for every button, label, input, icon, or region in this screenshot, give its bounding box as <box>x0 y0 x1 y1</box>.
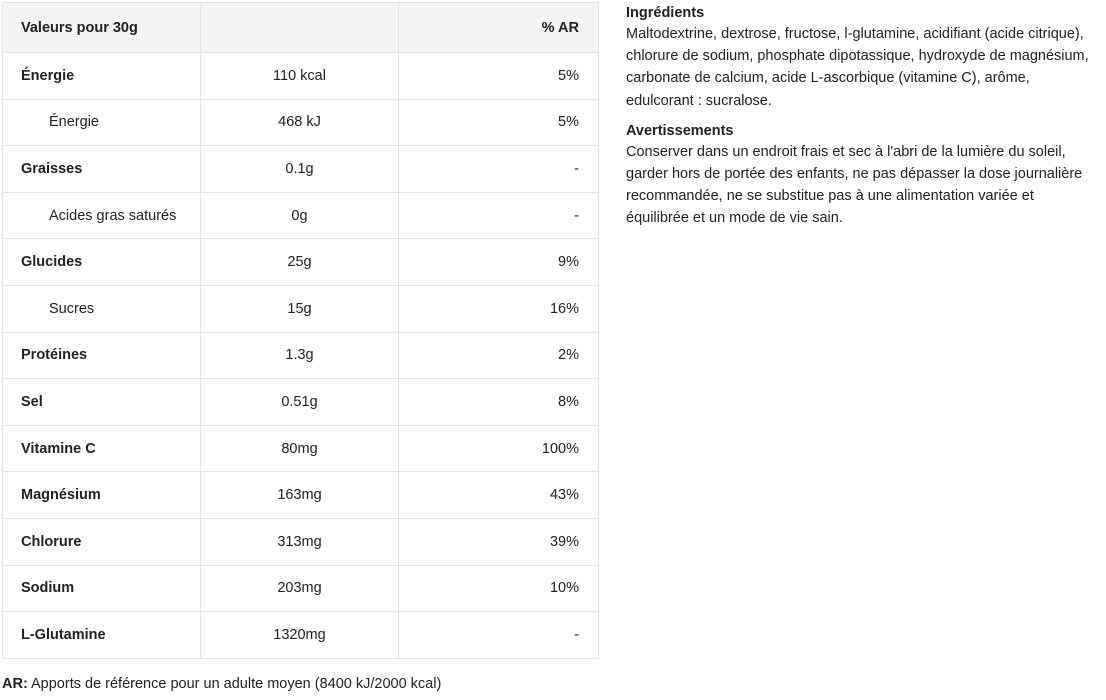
nutrient-value: 1.3g <box>201 332 399 379</box>
nutrient-value: 1320mg <box>201 612 399 659</box>
table-row <box>3 425 599 472</box>
table-row <box>3 99 599 146</box>
nutrient-name: Vitamine C <box>3 425 201 472</box>
header-row <box>3 3 599 53</box>
nutrient-name: Chlorure <box>3 518 201 565</box>
nutrient-value: 110 kcal <box>201 53 399 100</box>
ingredients-title: Ingrédients <box>626 5 705 21</box>
nutrient-name: Acides gras saturés <box>3 192 201 239</box>
nutrient-ar: 2% <box>399 332 599 379</box>
nutrient-value: 80mg <box>201 425 399 472</box>
nutrient-name: Sodium <box>3 565 201 612</box>
nutrient-value: 163mg <box>201 472 399 519</box>
nutrient-name: Sel <box>3 379 201 426</box>
table-row <box>3 518 599 565</box>
nutrient-name: L-Glutamine <box>3 612 201 659</box>
footnote-abbr: AR: <box>2 676 28 692</box>
warnings-text: Conserver dans un endroit frais et sec à l'abri de la lumière du soleil, garder hors de portée des enfants, ne pas dépasser la dose journalière recommandée, ne se substitue pas à une alimentation variée et équilibrée et un mode de vie sain. <box>626 143 1083 227</box>
footnote <box>2 676 441 692</box>
nutrient-ar: 10% <box>399 565 599 612</box>
nutrient-ar: 9% <box>399 239 599 286</box>
table-row <box>3 192 599 239</box>
nutrient-ar: 16% <box>399 285 599 332</box>
footnote-text: Apports de référence pour un adulte moyen (8400 kJ/2000 kcal) <box>27 676 442 692</box>
nutrition-table-header <box>3 3 599 53</box>
nutrient-value: 0g <box>201 192 399 239</box>
table-row <box>3 565 599 612</box>
table-row <box>3 612 599 659</box>
nutrient-value: 0.1g <box>201 146 399 193</box>
header-value <box>201 3 399 53</box>
nutrition-table <box>2 2 599 659</box>
nutrient-ar: - <box>399 146 599 193</box>
nutrient-ar: 5% <box>399 99 599 146</box>
nutrient-value: 0.51g <box>201 379 399 426</box>
nutrition-table-body <box>3 53 599 659</box>
ingredients-text: Maltodextrine, dextrose, fructose, l-glutamine, acidifiant (acide citrique), chlorure de sodium, phosphate dipotassique, hydroxyde de magnésium, carbonate de calcium, acide L-ascorbique (vitamine C), arôme, edulcorant : sucralose. <box>626 26 1089 109</box>
nutrient-value: 15g <box>201 285 399 332</box>
nutrient-ar: - <box>399 612 599 659</box>
header-label: Valeurs pour 30g <box>3 3 201 53</box>
table-row <box>3 379 599 426</box>
nutrient-ar: 43% <box>399 472 599 519</box>
nutrient-name: Magnésium <box>3 472 201 519</box>
nutrient-ar: 5% <box>399 53 599 100</box>
nutrient-ar: 8% <box>399 379 599 426</box>
nutrient-name: Graisses <box>3 146 201 193</box>
table-row <box>3 53 599 100</box>
nutrient-value: 25g <box>201 239 399 286</box>
nutrient-value: 203mg <box>201 565 399 612</box>
header-ar: % AR <box>399 3 599 53</box>
table-row <box>3 146 599 193</box>
nutrient-name: Énergie <box>3 53 201 100</box>
nutrient-value: 468 kJ <box>201 99 399 146</box>
nutrient-name: Glucides <box>3 239 201 286</box>
product-info <box>626 3 1096 239</box>
nutrient-ar: 39% <box>399 518 599 565</box>
table-row <box>3 472 599 519</box>
table-row <box>3 285 599 332</box>
nutrient-ar: - <box>399 192 599 239</box>
nutrient-value: 313mg <box>201 518 399 565</box>
nutrient-name: Sucres <box>3 285 201 332</box>
table-row <box>3 239 599 286</box>
table-row <box>3 332 599 379</box>
nutrient-name: Protéines <box>3 332 201 379</box>
warnings-title: Avertissements <box>626 122 734 139</box>
nutrient-name: Énergie <box>3 99 201 146</box>
nutrient-ar: 100% <box>399 425 599 472</box>
